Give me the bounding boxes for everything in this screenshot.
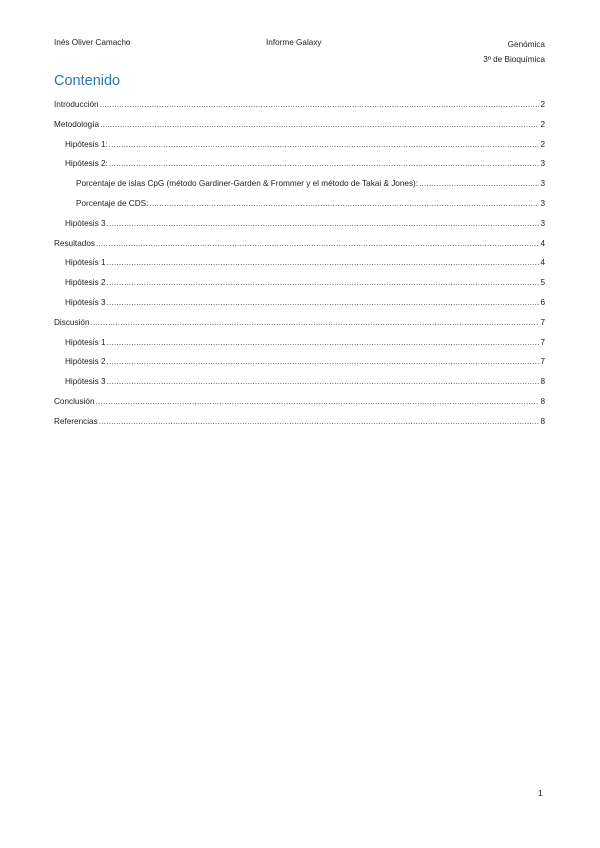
- toc-dot-leader: [107, 253, 540, 273]
- toc-entry-page: 8: [540, 377, 545, 387]
- toc-entry-page: 2: [540, 119, 545, 129]
- toc-entry-page: 8: [540, 396, 545, 406]
- toc-entry-page: 7: [540, 337, 545, 347]
- toc-entry-label: Porcentaje de islas CpG (método Gardiner-Garden & Frommer y el método de Takai & Jones):: [76, 179, 419, 189]
- toc-entry-label: Resultados: [54, 238, 95, 248]
- toc-entry[interactable]: [54, 234, 545, 254]
- toc-dot-leader: [109, 154, 540, 174]
- toc-entry-label: Hipótesis 2: [65, 357, 106, 367]
- toc-dot-leader: [109, 135, 540, 155]
- toc-entry-label: Hipótesis 1: [65, 258, 106, 268]
- toc-entry-page: 7: [540, 317, 545, 327]
- toc-entry-page: 3: [540, 159, 545, 169]
- toc-entry-page: 7: [540, 357, 545, 367]
- header-course: 3º de Bioquímica: [483, 55, 545, 64]
- toc-entry-label: Discusión: [54, 317, 90, 327]
- toc-entry[interactable]: [54, 115, 545, 135]
- toc-dot-leader: [96, 234, 539, 254]
- toc-entry[interactable]: [54, 352, 545, 372]
- toc-dot-leader: [100, 95, 540, 115]
- toc-entry-label: Referencias: [54, 416, 98, 426]
- toc-dot-leader: [419, 174, 539, 194]
- toc-dot-leader: [96, 392, 540, 412]
- toc-entry[interactable]: [54, 273, 545, 293]
- toc-entry-label: Hipótesis 3: [65, 218, 106, 228]
- toc-entry-label: Hipótesis 3: [65, 297, 106, 307]
- toc-entry[interactable]: [54, 333, 545, 353]
- toc-entry[interactable]: [54, 412, 545, 432]
- toc-title: Contenido: [54, 73, 121, 89]
- toc-entry-label: Introducción: [54, 100, 99, 109]
- toc-entry-page: 6: [540, 297, 545, 307]
- page-header: [54, 38, 545, 68]
- toc-entry-label: Hipótesis 1: [65, 337, 106, 347]
- header-report-title: Informe Galaxy: [266, 38, 322, 47]
- toc-dot-leader: [107, 273, 540, 293]
- toc-entry-label: Hipótesis 2: [65, 278, 106, 288]
- toc-dot-leader: [107, 214, 540, 234]
- toc-entry-page: 3: [540, 179, 545, 189]
- toc-entry[interactable]: [54, 174, 545, 194]
- toc-entry[interactable]: [54, 253, 545, 273]
- toc-entry-page: 3: [540, 198, 545, 208]
- toc-dot-leader: [107, 293, 540, 313]
- toc-entry-page: 3: [540, 218, 545, 228]
- toc-entry[interactable]: [54, 154, 545, 174]
- toc-entry-page: 4: [540, 238, 545, 248]
- toc-entry[interactable]: [54, 214, 545, 234]
- toc-entry-page: 2: [540, 139, 545, 149]
- toc-entry-page: 2: [540, 100, 545, 109]
- toc-entry[interactable]: [54, 135, 545, 155]
- toc-dot-leader: [107, 372, 540, 392]
- toc-entry[interactable]: [54, 392, 545, 412]
- toc-entry[interactable]: [54, 95, 545, 115]
- table-of-contents: [54, 95, 545, 432]
- toc-dot-leader: [149, 194, 539, 214]
- toc-entry-page: 8: [540, 416, 545, 426]
- toc-entry-label: Porcentaje de CDS:: [76, 198, 149, 208]
- header-subject: Genómica: [507, 40, 545, 49]
- toc-entry-page: 4: [540, 258, 545, 268]
- toc-dot-leader: [91, 313, 540, 333]
- toc-entry-label: Hipótesis 3: [65, 377, 106, 387]
- toc-dot-leader: [107, 333, 540, 353]
- toc-entry-label: Hipótesis 1:: [65, 139, 108, 149]
- toc-entry-label: Hipótesis 2:: [65, 159, 108, 169]
- header-right: [483, 37, 545, 67]
- toc-dot-leader: [99, 412, 540, 432]
- toc-entry[interactable]: [54, 293, 545, 313]
- page-number: 1: [538, 788, 543, 798]
- toc-entry[interactable]: [54, 194, 545, 214]
- toc-entry-label: Conclusión: [54, 396, 95, 406]
- toc-entry[interactable]: [54, 372, 545, 392]
- header-author: Inés Oliver Camacho: [54, 38, 131, 47]
- toc-entry[interactable]: [54, 313, 545, 333]
- toc-entry-page: 5: [540, 278, 545, 288]
- toc-dot-leader: [107, 352, 540, 372]
- toc-entry-label: Metodología: [54, 119, 100, 129]
- toc-dot-leader: [100, 115, 539, 135]
